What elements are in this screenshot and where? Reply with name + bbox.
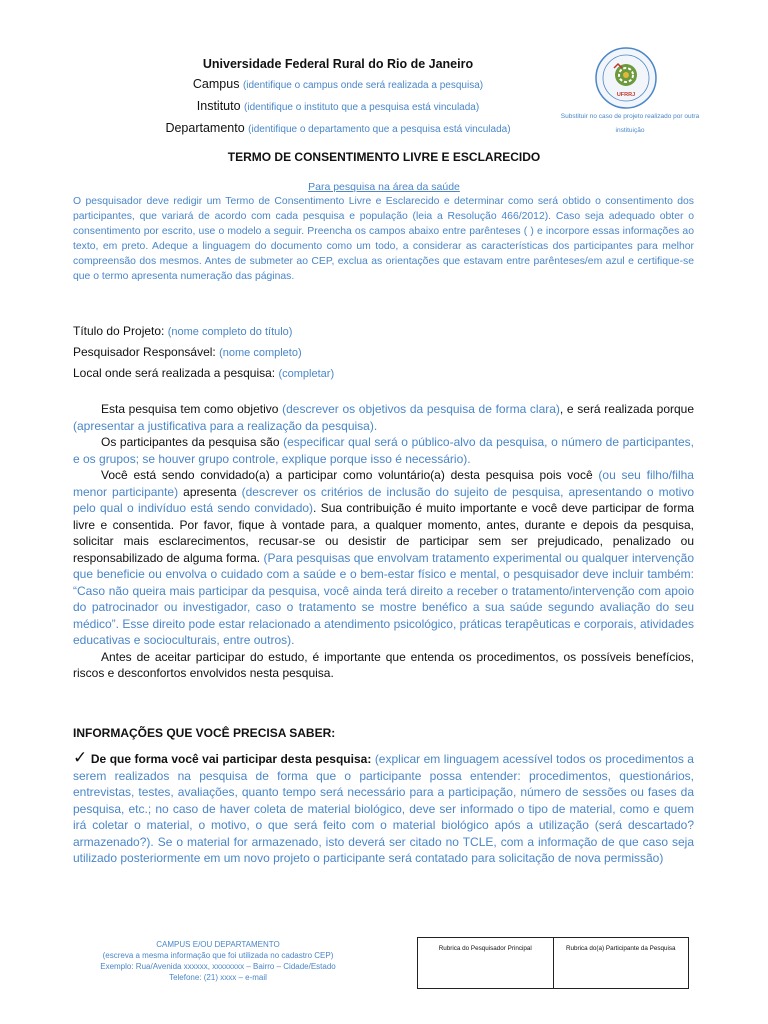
footer-phone: Telefone: (21) xxxx – e-mail: [169, 973, 267, 982]
footer-contact: [80, 939, 356, 983]
invitation-paragraph: [73, 467, 694, 649]
instructions-paragraph: O pesquisador deve redigir um Termo de Consentimento Livre e Esclarecido e determinar como será obtido o consentimento dos participantes, que variará de acordo com cada pesquisa e população (leia a Resolução 466/2012). Caso seja adequado obter o consentimento por escrito, use o modelo a seguir. Preencha os campos abaixo entre parênteses ( ) e incorpore essas informações ao texto, em preto. Adeque a linguagem do documento como um todo, a considerar as características dos participantes para melhor compreensão dos mesmos. Antes de submeter ao CEP, exclua as orientações que estavam entre parênteses/em azul e certifique-se que o termo apresenta numeração das páginas.: [73, 196, 694, 282]
logo-text: UFRRJ: [616, 92, 636, 98]
institute-hint: (identifique o instituto que a pesquisa está vinculada): [244, 102, 480, 113]
objective-paragraph: [73, 401, 694, 434]
participants-text: Os participantes da pesquisa são: [101, 435, 284, 449]
footer-campus: CAMPUS E/OU DEPARTAMENTO: [156, 940, 280, 949]
campus-line: [118, 74, 558, 96]
document-title: TERMO DE CONSENTIMENTO LIVRE E ESCLARECIDO: [227, 150, 541, 164]
presents-text: apresenta: [178, 484, 242, 499]
participation-question: De que forma você vai participar desta pesquisa:: [90, 752, 372, 766]
project-title-hint: (nome completo do título): [167, 326, 293, 338]
project-title-label: Título do Projeto:: [73, 324, 165, 338]
location-hint: (completar): [278, 368, 335, 380]
institute-label: Instituto: [196, 99, 241, 113]
participation-info-item: [73, 750, 694, 867]
campus-hint: (identifique o campus onde será realizada a pesquisa): [242, 80, 484, 91]
document-subtitle: Para pesquisa na área da saúde: [308, 181, 460, 193]
voluntary-participation-text: . Sua contribuição é muito importante e você deve participar de forma livre e consentida. Por favor, fique à vontade para, a qualquer momento, antes, durante e depois da pesquisa, solicitar mais esclarecimentos, recusar-se ou desistir de participar sem ser prejudicado, penalizado ou responsabilizado de alguma forma.: [73, 501, 694, 565]
objective-text: Esta pesquisa tem como objetivo: [101, 402, 283, 416]
department-hint: (identifique o departamento que a pesquisa está vinculada): [248, 124, 511, 135]
footer-note: (escreva a mesma informação que foi utilizada no cadastro CEP): [102, 951, 334, 960]
project-title-field: [73, 321, 694, 342]
minor-participant-hint: (ou seu filho/filha menor participante): [73, 468, 694, 499]
institution-header: [118, 54, 558, 140]
consent-body: [73, 401, 694, 682]
location-field: [73, 363, 694, 384]
project-fields: [73, 321, 694, 384]
location-label: Local onde será realizada a pesquisa:: [73, 366, 276, 380]
info-section-title: INFORMAÇÕES QUE VOCÊ PRECISA SABER:: [73, 726, 336, 740]
department-label: Departamento: [165, 121, 245, 135]
justification-hint: (apresentar a justificativa para a realização da pesquisa).: [73, 418, 378, 433]
logo-substitution-note: Substituir no caso de projeto realizado por outra instituição: [560, 113, 700, 134]
justification-text: , e será realizada porque: [559, 402, 695, 416]
rubric-researcher: Rubrica do Pesquisador Principal: [438, 945, 532, 952]
rubric-box: [417, 937, 689, 989]
department-line: [118, 118, 558, 140]
researcher-label: Pesquisador Responsável:: [73, 345, 216, 359]
researcher-hint: (nome completo): [219, 347, 302, 359]
institute-line: [118, 96, 558, 118]
campus-label: Campus: [192, 77, 240, 91]
checkmark-icon: ✓: [73, 748, 88, 767]
objective-hint: (descrever os objetivos da pesquisa de forma clara): [282, 402, 560, 416]
participants-hint: (especificar qual será o público-alvo da pesquisa, o número de participantes, e os grupos; se houver grupo controle, explique porque isso é necessário).: [73, 435, 694, 466]
university-seal-logo: [594, 46, 658, 110]
invitation-text: Você está sendo convidado(a) a participar como voluntário(a) desta pesquisa pois você: [101, 468, 599, 482]
inclusion-criteria-hint: (descrever os critérios de inclusão do sujeito de pesquisa, apresentando o motivo pelo qual o indivíduo está sendo convidado): [73, 484, 694, 515]
researcher-field: [73, 342, 694, 363]
procedures-paragraph: Antes de aceitar participar do estudo, é importante que entenda os procedimentos, os possíveis benefícios, riscos e desconfortos envolvidos nesta pesquisa.: [73, 649, 694, 680]
university-name: Universidade Federal Rural do Rio de Janeiro: [202, 57, 474, 71]
rubric-participant: Rubrica do(a) Participante da Pesquisa: [553, 938, 689, 988]
participation-hint: (explicar em linguagem acessível todos os procedimentos a serem realizados na pesquisa de forma que o participante possa entender: procedimentos, questionários, entrevistas, testes, avaliações, quanto tempo será necessário para a participação, número de sessões ou fases da pesquisa, etc.; no caso de haver coleta de material biológico, deve ser informado o tipo de material, como e quem irá coletar o material, o motivo, o que será feito com o material biológico após a utilização (será descartado? armazenado?). Se o material for armazenado, isto deverá ser citado no TCLE, com a informação de que caso seja utilizado posteriormente em um novo projeto o participante será contatado para solicitação de nova permissão): [73, 752, 694, 865]
footer-address: Exemplo: Rua/Avenida xxxxxx, xxxxxxxx – Bairro – Cidade/Estado: [100, 962, 336, 971]
treatment-rights-hint: (Para pesquisas que envolvam tratamento experimental ou qualquer intervenção que beneficie ou envolva o cuidado com a saúde e o bem-estar físico e mental, o pesquisador deve incluir também: “Caso não queira mais participar da pesquisa, você ainda terá direito a receber o tratamento/intervenção com apoio do patrocinador ou investigador, caso o tratamento se mostre benéfico a sua saúde segundo avaliação do seu médico”. Esse direito pode estar relacionado a atendimento psicológico, práticas terapêuticas e corporais, atividades educativas e socioculturais, entre outros).: [73, 550, 694, 647]
participants-paragraph: [73, 434, 694, 467]
